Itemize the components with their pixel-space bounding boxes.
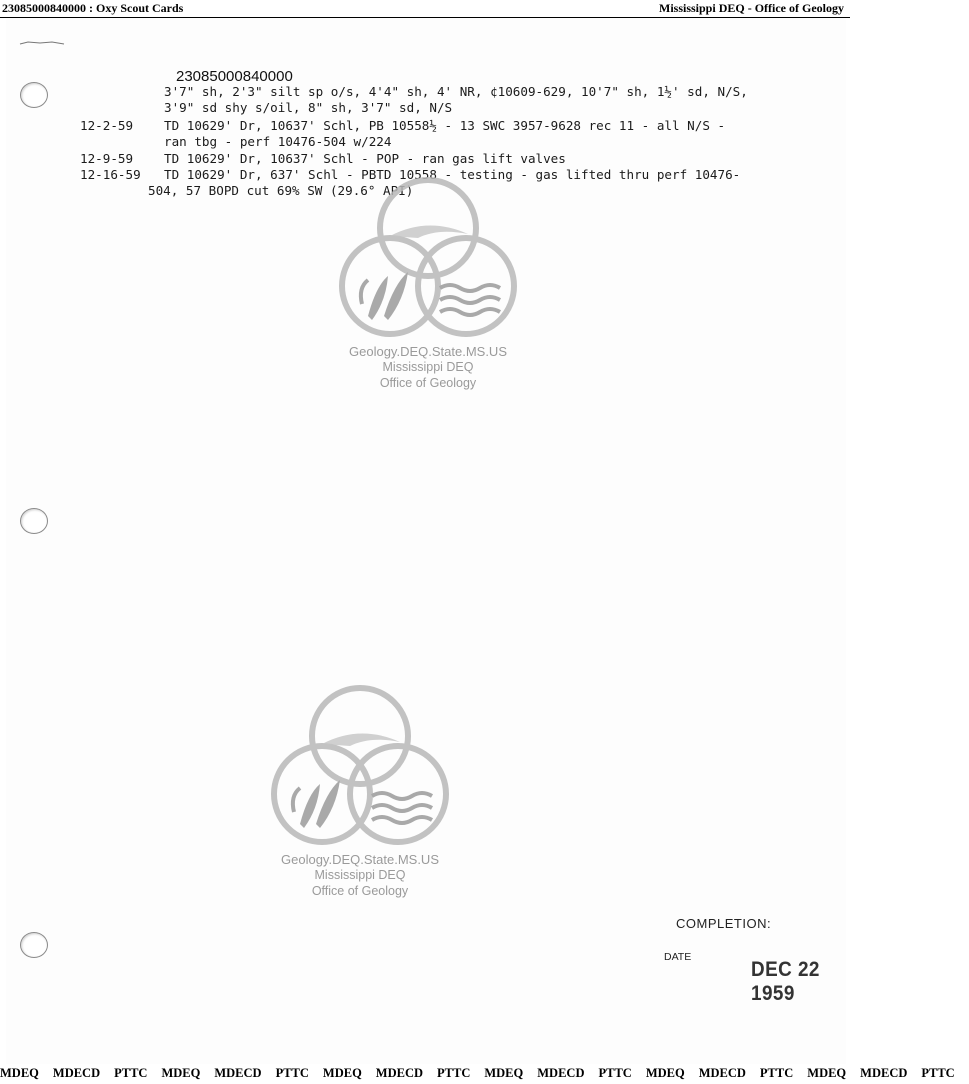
footer-label: MDECD xyxy=(537,1066,585,1080)
footer-label: MDEQ xyxy=(484,1066,524,1080)
completion-label: COMPLETION: xyxy=(676,916,772,931)
card-line: 3'7" sh, 2'3" silt sp o/s, 4'4" sh, 4' NR, ¢10609-629, 10'7" sh, 1½' sd, N/S, xyxy=(164,84,748,99)
entry-date: 12-2-59 xyxy=(80,118,134,133)
footer-label: MDEQ xyxy=(0,1066,39,1080)
card-line: TD 10629' Dr, 10637' Schl, PB 10558½ - 13 SWC 3957-9628 rec 11 - all N/S - xyxy=(164,118,726,133)
footer-label: MDECD xyxy=(698,1066,746,1080)
watermark-url: Geology.DEQ.State.MS.US xyxy=(349,344,507,359)
footer-label: MDECD xyxy=(860,1066,908,1080)
footer-label: PTTC xyxy=(598,1066,632,1080)
footer-label: MDEQ xyxy=(161,1066,201,1080)
well-number: 23085000840000 xyxy=(176,68,293,85)
watermark-office: Office of Geology xyxy=(379,376,477,390)
card-line: TD 10629' Dr, 637' Schl - PBTD 10558 - testing - gas lifted thru perf 10476- xyxy=(164,167,741,182)
mdeq-logo-icon xyxy=(260,684,460,854)
footer-label: MDECD xyxy=(375,1066,424,1080)
punch-hole xyxy=(20,82,48,108)
card-line: ran tbg - perf 10476-504 w/224 xyxy=(164,134,392,149)
watermark-url: Geology.DEQ.State.MS.US xyxy=(281,852,439,867)
footer-label: MDECD xyxy=(214,1066,262,1080)
document-id-title: 23085000840000 : Oxy Scout Cards xyxy=(2,1,184,15)
pen-mark xyxy=(18,40,68,46)
footer-label: PTTC xyxy=(275,1066,309,1080)
watermark-office: Office of Geology xyxy=(311,884,409,898)
punch-hole xyxy=(20,932,48,958)
footer-label: MDECD xyxy=(52,1066,101,1080)
scout-card xyxy=(6,18,846,1064)
viewer-header xyxy=(0,0,850,18)
date-label: DATE xyxy=(664,951,692,963)
card-line: TD 10629' Dr, 10637' Schl - POP - ran gas lift valves xyxy=(164,151,566,166)
watermark xyxy=(328,176,528,416)
entry-date: 12-9-59 xyxy=(80,151,134,166)
footer-label: PTTC xyxy=(921,1066,955,1080)
footer-label: PTTC xyxy=(114,1066,148,1080)
watermark-agency: Mississippi DEQ xyxy=(382,360,474,374)
footer-label: PTTC xyxy=(759,1066,794,1080)
footer-label: MDEQ xyxy=(322,1066,362,1080)
footer-strip xyxy=(0,1066,955,1084)
footer-label: MDEQ xyxy=(807,1066,847,1080)
entry-date: 12-16-59 xyxy=(80,167,141,182)
completion-date-stamp: DEC 22 1959 xyxy=(751,958,820,1005)
card-line: 3'9" sd shy s/oil, 8" sh, 3'7" sd, N/S xyxy=(164,100,453,115)
mdeq-logo-icon xyxy=(328,176,528,346)
watermark-agency: Mississippi DEQ xyxy=(314,868,406,882)
watermark xyxy=(260,684,460,924)
punch-hole xyxy=(20,508,48,534)
card-line: 504, 57 BOPD cut 69% SW (29.6° API) xyxy=(148,183,414,198)
footer-label: PTTC xyxy=(437,1066,471,1080)
footer-label: MDEQ xyxy=(645,1066,685,1080)
agency-title: Mississippi DEQ - Office of Geology xyxy=(659,1,844,15)
